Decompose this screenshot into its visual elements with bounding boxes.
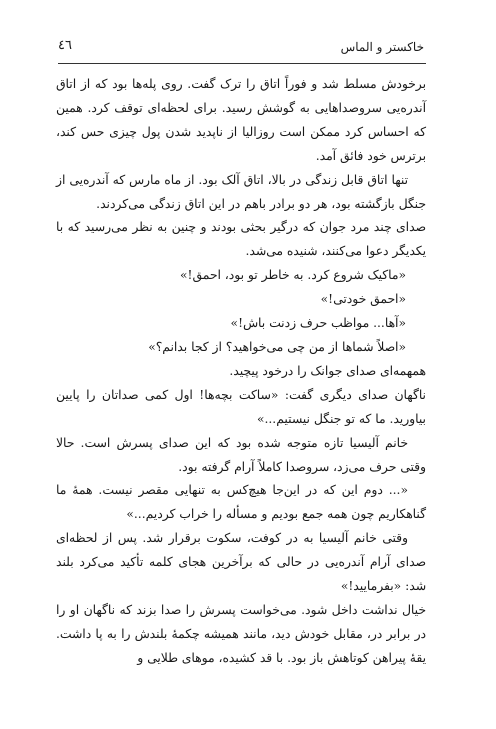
- paragraph-7: «... دوم این که در این‌جا هیچ‌کس به تنهایی مقصر نیست. همهٔ ما گناهکاریم چون همه جمع بودیم و مسأله را خراب کردیم...»: [56, 483, 426, 522]
- paragraph-1: برخودش مسلط شد و فوراً اتاق را ترک گفت. روی پله‌ها بود که از اتاق آندره‌یی سروصداهایی به گوشش رسید. برای لحظه‌ای توقف کرد. همین که احساس کرد ممکن است روزالیا از ناپدید شدن پول چیزی حس کند، برترس خود فائق آمد.: [56, 77, 426, 163]
- paragraph-9: خیال نداشت داخل شود. می‌خواست پسرش را صدا بزند که ناگهان او را در برابر در، مقابل خودش دید، مانند همیشه چکمهٔ بلندش را به پا داشت. یقهٔ پیراهن کوتاهش باز بود. با قد کشیده، موهای طلایی و: [56, 602, 426, 665]
- book-title: خاکستر و الماس: [340, 40, 424, 54]
- dialogue-line-2: «احمق خودتی!»: [320, 292, 406, 307]
- header-rule: [58, 63, 426, 64]
- dialogue-line-1: «ماکیک شروع کرد. به خاطر تو بود، احمق!»: [180, 268, 406, 283]
- paragraph-4: همهمه‌ای صدای جوانک را درخود پیچید.: [229, 363, 426, 378]
- running-header: [58, 38, 424, 60]
- paragraph-5: ناگهان صدای دیگری گفت: «ساکت بچه‌ها! اول کمی صداتان را پایین بیاورید. ما که تو جنگل نیستیم...»: [56, 387, 426, 426]
- body-text: [56, 73, 426, 671]
- paragraph-8: وقتی خانم آلیسیا به در کوفت، سکوت برقرار شد. پس از لحظه‌ای صدای آرام آندره‌یی در حالی که برآخرین هجای کلمه تأکید می‌کرد بلند شد: «بفرمایید!»: [56, 531, 426, 594]
- page-number: ٤٦: [58, 38, 72, 53]
- dialogue-line-4: «اصلاً شماها از من چی می‌خواهید؟ از کجا بدانم؟»: [148, 339, 406, 354]
- paragraph-2: تنها اتاق قابل زندگی در بالا، اتاق آلک بود. از ماه مارس که آندره‌یی از جنگل بازگشته بود، هر دو برادر باهم در این اتاق زندگی می‌کردند.: [56, 172, 426, 211]
- paragraph-3: صدای چند مرد جوان که درگیر بحثی بودند و چنین به نظر می‌رسید که با یکدیگر دعوا می‌کنند، شنیده می‌شد.: [56, 220, 426, 259]
- dialogue-line-3: «آها... مواظب حرف زدنت باش!»: [230, 316, 406, 331]
- paragraph-6: خانم آلیسیا تازه متوجه شده بود که این صدای پسرش است. حالا وقتی حرف می‌زد، سروصدا کاملاً آرام گرفته بود.: [56, 435, 426, 474]
